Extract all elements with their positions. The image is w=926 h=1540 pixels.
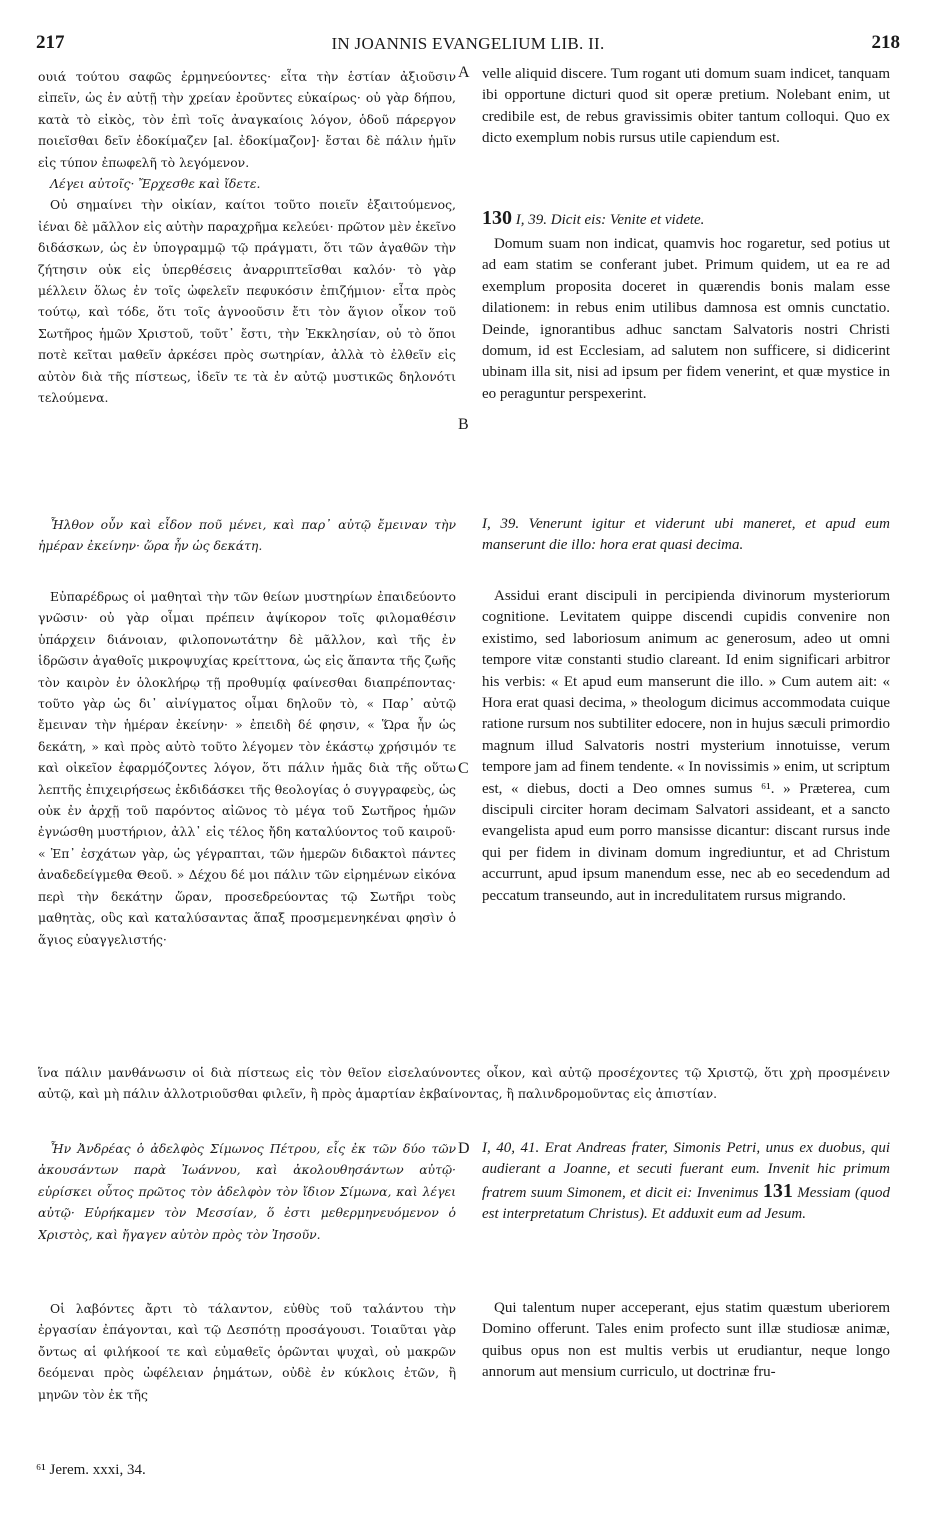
greek-lemma: Ἦλθον οὖν καὶ εἶδον ποῦ μένει, καὶ παρ᾽ αὐτῷ ἔμειναν τὴν ἡμέραν ἐκείνην· ὥρα ἦν ὡς δεκάτη. (38, 517, 456, 554)
latin-lemma (482, 1138, 890, 1226)
latin-column-top (482, 64, 890, 210)
column-number-131: 131 (762, 1179, 793, 1202)
greek-lemma: Λέγει αὐτοῖς· Ἔρχεσθε καὶ ἴδετε. (50, 176, 261, 192)
greek-paragraph: Οὐ σημαίνει τὴν οἰκίαν, καίτοι τοῦτο ποιεῖν ἐξαιτούμενος, ἰέναι δὲ μᾶλλον εἰς αὐτὴν παραχρῆμα κελεύει· πρῶτον μὲν ἐκεῖνο διδάσκων, ὡς ἐν ὑπογραμμῷ τῷ πράγματι, ὅτι τῶν ἀγαθῶν τὴν ζήτησιν οὐκ εἰς ὑπερθέσεις ἀναρριπτεῖσθαι καλόν· τὸ γὰρ μέλλειν ὅλως ἐν τοῖς ὠφελεῖν πεφυκόσιν ἐπιζήμιον· εἶτα πρὸς τούτῳ, καὶ τόδε, ὅτι τοῖς ἀγνοοῦσιν ἔτι τὸν ἅγιον οἶκον τοῦ Σωτῆρος ἡμῶν Χριστοῦ, τοῦτ᾽ ἔστι, τὴν Ἐκκλησίαν, οὐ τὸ ὅποι ποτὲ κεῖται μαθεῖν ἀρκέσει πρὸς σωτηρίαν, ἀλλὰ τὸ ἐλθεῖν εἰς αὐτὸν διὰ τῆς πίστεως, ἰδεῖν τε τὰ ἐν αὐτῷ μυστικῶς δηλονότι τελούμενα. (38, 197, 456, 406)
page-number-left: 217 (36, 32, 65, 53)
greek-column-bottom (38, 1298, 456, 1444)
column-number-130: 130 (482, 208, 512, 229)
greek-paragraph: ἵνα πάλιν μανθάνωσιν οἱ διὰ πίστεως εἰς τὸν θεῖον εἰσελαύνοντες οἶκον, καὶ αὐτῷ προσέχοντες τῷ Χριστῷ, ὅτι χρὴ προσμένειν αὐτῷ, καὶ μὴ πάλιν ἀλλοτριοῦσθαι φιλεῖν, ἢ πρὸς ἁμαρτίαν ἐκβαίνοντας, ἢ παλινδρομοῦντας εἰς ἀπιστίαν. (38, 1065, 890, 1102)
margin-letter-d: D (458, 1140, 470, 1157)
latin-paragraph: velle aliquid discere. Tum rogant uti domum suam indicet, tanquam ibi opportune dicturi quod sit operæ pretium. Nolebant enim, ut credibile est, de rebus gravissimis obiter tantum colloqui. Quo ex dicto exemplum nobis rursus utile capiendum est. (482, 66, 890, 147)
latin-column-upper (482, 234, 890, 484)
latin-lemma: I, 39. Venerunt igitur et viderunt ubi maneret, et apud eum manserunt die illo: hora erat quasi decima. (482, 516, 890, 554)
margin-letter-a: A (458, 64, 470, 81)
greek-lemma-block (38, 514, 456, 566)
margin-letter-c: C (458, 760, 469, 777)
latin-lemma-block (482, 514, 890, 582)
latin-lemma-part: Messiam (quod est interpretatum Christus). Et adduxit eum ad Jesum. (482, 1184, 890, 1223)
margin-letter-b: B (458, 416, 469, 433)
latin-paragraph: Assidui erant discipuli in percipienda divinorum mysteriorum cognitione. Levitatem quippe discendi cupidis convenire non existimo, sed laboriosum animum ac generosum, adeo ut omni tempore vitæ constanti studio clareant. Id enim significari arbitror his verbis: « Et apud eum manserunt die illo. » Cum autem ait: « Hora erat quasi decima, » theologum dicimus accommodata cuique ratione rursum nos subtiliter edocere, non in hujus sæculi primordio magnum illud Salvatoris nostri mysterium innotuisse, verum tempore jam ad finem tendente. « In novissimis » enim, ut scriptum est, « diebus, docti a Deo omnes sumus ⁶¹. » Præterea, cum discipuli circiter horam decimam Salvatori assideant, et a sancto evangelista apud eum porro mansisse dicantur: discant rursus inde qui per fidem in divinam domum ingrediuntur, et ad Christum accurrunt, apud ipsum manendum esse, nec ab eo secedendum ad peccatum transeundo, aut in incredulitatem rursus migrando. (482, 588, 890, 904)
greek-paragraph: Εὐπαρέδρως οἱ μαθηταὶ τὴν τῶν θείων μυστηρίων ἐπαιδεύοντο γνῶσιν· οὐ γὰρ οἶμαι πρέπειν ἀψίκορον τοῖς φιλομαθέσιν ὑπάρχειν διάνοιαν, φιλοπονωτάτην δὲ μᾶλλον, καὶ τῆς ἐν ἱδρῶσιν ἀγαθοῖς μικροψυχίας κρείττονα, ὡς εἰς ἅπαντα τῆς ζωῆς τὸν καιρὸν ἐν ὁλοκλήρῳ τῇ προθυμίᾳ φαίνεσθαι διαπρέποντας· τοῦτο γὰρ ὡς δι᾽ αἰνίγματος οἶμαι δηλοῦν τὸ, « Παρ᾽ αὐτῷ ἔμειναν τὴν ἡμέραν ἐκείνην· » ἐπειδὴ δέ φησιν, « Ὥρα ἦν ὡς δεκάτη, » καὶ πρὸς αὐτὸ τοῦτο λέγομεν τὸν ἑκάστῳ χρήσιμόν τε καὶ οἰκεῖον ἐφαρμόζοντες λόγον, ὅτι πάλιν ἡμᾶς διὰ τῆς οὕτω λεπτῆς ἐπιχειρήσεως ἐκδιδάσκει τῆς θεολογίας ὁ συγγραφεὺς, ὡς οὐκ ἐν ἀρχῇ τοῦ παρόντος αἰῶνος τὸ μέγα τοῦ Σωτῆρος ἡμῶν ἐγνώσθη μυστήριον, ἀλλ᾽ εἰς τέλος ἤδη καταλύοντος τοῦ καιροῦ· « Ἐπ᾽ ἐσχάτων γὰρ, ὡς γέγραπται, τῶν ἡμερῶν διδακτοὶ πάντες ἀναδεδείγμεθα Θεοῦ. » Δέχου δέ μοι πάλιν τῶν εἰρημένων εἰκόνα περὶ τὴν δεκάτην ὥραν, προσεδρεύοντας τῷ Σωτῆρι τοὺς μαθητὰς, οὓς καὶ καταλύσαντας ἅπαξ προσμεμενηκέναι φησὶν ὁ ἅγιος εὐαγγελιστής· (38, 589, 456, 947)
latin-lemma-part: I, 40, 41. Erat Andreas frater, Simonis Petri, unus ex duobus, qui audierant a Joanne, et secuti fuerant eum. Invenit hic primum fratrem suum Simonem, et dicit ei: Invenimus (482, 1140, 890, 1201)
page-number-right: 218 (871, 32, 900, 53)
running-title: IN JOANNIS EVANGELIUM LIB. II. (331, 34, 605, 53)
greek-paragraph: ουιά τούτου σαφῶς ἑρμηνεύοντες· εἶτα τὴν ἑστίαν ἀξιοῦσιν εἰπεῖν, ὡς ἐν αὐτῇ τὴν χρείαν ἐροῦντες εὐκαίρως· οὐ γὰρ δήπου, κατὰ τὸ εἰκὸς, τὸν ἐπὶ τοῖς ἀναγκαίοις λόγον, ὁδοῦ πάρεργον ποιεῖσθαι δεῖν ἐδοκίμαζεν [al. ἐδοκίμαζον]· ἔσται δὲ πάλιν ἡμῖν εἰς τύπον ἐπωφελῆ τὸ λεγόμενον. (38, 69, 456, 170)
latin-lemma-row (482, 208, 890, 236)
greek-column-middle (38, 586, 456, 1056)
greek-lemma-block (38, 1138, 456, 1292)
greek-full-width (38, 1062, 890, 1132)
latin-lemma-block (482, 1138, 890, 1292)
greek-column-top (38, 66, 456, 414)
latin-column-bottom (482, 1298, 890, 1444)
latin-column-middle (482, 586, 890, 1056)
latin-lemma: I, 39. Dicit eis: Venite et videte. (515, 212, 705, 228)
latin-paragraph: Domum suam non indicat, quamvis hoc rogaretur, sed potius ut ad eam statim se conferant jubet. Primum quidem, ut ea re ad exemplum proposita doceret in quærendis bonis malam esse dilationem: in rebus enim utilibus damnosa est omnis cunctatio. Deinde, ignorantibus adhuc sanctam Salvatoris nostri Christi domum, id est Ecclesiam, ad salutem non sufficere, si didicerint ubinam illa sit, nisi ad ipsum per fidem venerint, et quæ mystice in eo peraguntur perspexerint. (482, 236, 890, 402)
latin-paragraph: Qui talentum nuper acceperant, ejus statim quæstum uberiorem Domino offerunt. Tales enim profecto sunt illæ studiosæ animæ, quibus opus non est multis verbis ut erudiantur, neque longo annorum aut mensium curriculo, ut doctrinæ fru- (482, 1300, 890, 1381)
running-header (36, 32, 900, 60)
greek-lemma: Ἦν Ἀνδρέας ὁ ἀδελφὸς Σίμωνος Πέτρου, εἷς ἐκ τῶν δύο τῶν ἀκουσάντων παρὰ Ἰωάννου, καὶ ἀκολουθησάντων αὐτῷ· εὑρίσκει οὗτος πρῶτος τὸν ἀδελφὸν τὸν ἴδιον Σίμωνα, καὶ λέγει αὐτῷ· Εὑρήκαμεν τὸν Μεσσίαν, ὅ ἐστι μεθερμηνευόμενον ὁ Χριστὸς, καὶ ἤγαγεν αὐτὸν πρὸς τὸν Ἰησοῦν. (38, 1141, 456, 1242)
footnote: ⁶¹ Jerem. xxxi, 34. (36, 1462, 146, 1478)
greek-paragraph: Οἱ λαβόντες ἄρτι τὸ τάλαντον, εὐθὺς τοῦ ταλάντου τὴν ἐργασίαν ἐπάγονται, καὶ τῷ Δεσπότῃ προσάγουσι. Τοιαῦται γὰρ ὄντως αἱ φιλήκοοί τε καὶ εὐμαθεῖς ὁρῶνται ψυχαὶ, οὐ μακρῶν δεόμεναι πρὸς ὠφέλειαν ῥημάτων, οὐδὲ ἐν κύκλοις ἐτῶν, ἢ μηνῶν τὸν ἐκ τῆς (38, 1301, 456, 1402)
